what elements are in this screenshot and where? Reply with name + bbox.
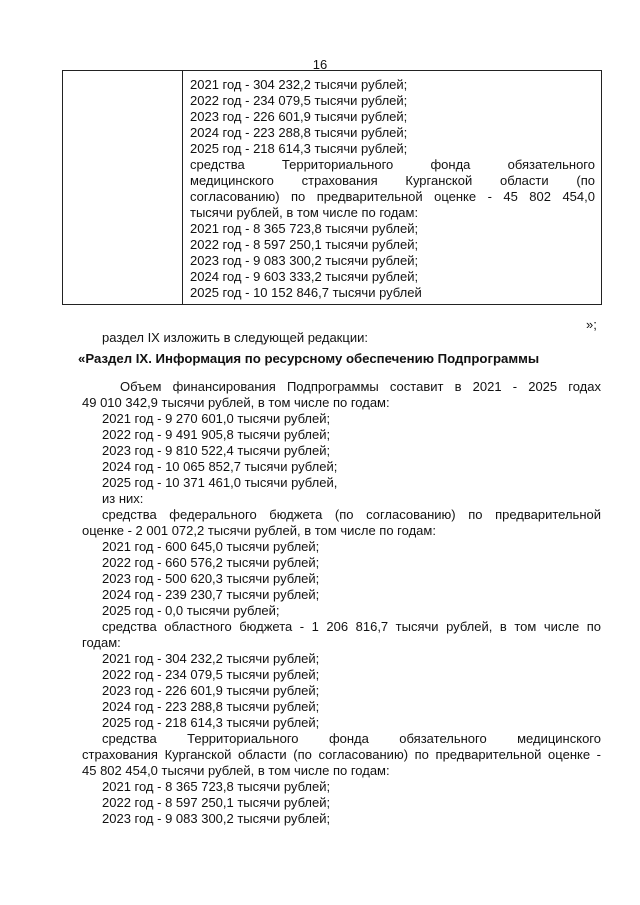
year-line: 2025 год - 10 371 461,0 тысячи рублей, <box>102 475 338 490</box>
year-line: 2023 год - 500 620,3 тысячи рублей; <box>102 571 320 586</box>
section-heading: «Раздел IX. Информация по ресурсному обеспечению Подпрограммы <box>78 351 540 366</box>
table-line: тысячи рублей, в том числе по годам: <box>190 205 419 220</box>
table-line: 2022 год - 234 079,5 тысячи рублей; <box>190 93 408 108</box>
year-line: 2024 год - 10 065 852,7 тысячи рублей; <box>102 459 338 474</box>
year-line: 2025 год - 0,0 тысячи рублей; <box>102 603 280 618</box>
paragraph-line: 45 802 454,0 тысячи рублей, в том числе по годам: <box>82 763 390 778</box>
year-line: 2022 год - 8 597 250,1 тысячи рублей; <box>102 795 331 810</box>
table-line: 2021 год - 8 365 723,8 тысячи рублей; <box>190 221 419 236</box>
table-line: 2024 год - 9 603 333,2 тысячи рублей; <box>190 269 419 284</box>
table-line: 2025 год - 218 614,3 тысячи рублей; <box>190 141 408 156</box>
table-line: 2022 год - 8 597 250,1 тысячи рублей; <box>190 237 419 252</box>
paragraph-line: Объем финансирования Подпрограммы составит в 2021 - 2025 годах <box>120 379 601 394</box>
paragraph-line: средства федерального бюджета (по согласованию) по предварительной <box>102 507 601 522</box>
year-line: 2022 год - 234 079,5 тысячи рублей; <box>102 667 320 682</box>
table-line: медицинского страхования Курганской области (по <box>190 173 595 188</box>
closing-quote: »; <box>586 317 597 332</box>
paragraph-line: средства областного бюджета - 1 206 816,7 тысячи рублей, в том числе по <box>102 619 601 634</box>
year-line: 2021 год - 9 270 601,0 тысячи рублей; <box>102 411 331 426</box>
year-line: 2022 год - 9 491 905,8 тысячи рублей; <box>102 427 331 442</box>
year-line: 2023 год - 226 601,9 тысячи рублей; <box>102 683 320 698</box>
table-left-cell <box>63 71 183 305</box>
paragraph-line: оценке - 2 001 072,2 тысячи рублей, в том числе по годам: <box>82 523 436 538</box>
paragraph-line: 49 010 342,9 тысячи рублей, в том числе по годам: <box>82 395 390 410</box>
table-line: 2025 год - 10 152 846,7 тысячи рублей <box>190 285 422 300</box>
table-line: 2021 год - 304 232,2 тысячи рублей; <box>190 77 408 92</box>
paragraph-line: годам: <box>82 635 121 650</box>
table-line: согласованию) по предварительной оценке - 45 802 454,0 <box>190 189 595 204</box>
continuation-table <box>62 70 602 305</box>
table-line: 2023 год - 9 083 300,2 тысячи рублей; <box>190 253 419 268</box>
year-line: 2021 год - 304 232,2 тысячи рублей; <box>102 651 320 666</box>
year-line: 2025 год - 218 614,3 тысячи рублей; <box>102 715 320 730</box>
year-line: 2024 год - 223 288,8 тысячи рублей; <box>102 699 320 714</box>
year-line: 2024 год - 239 230,7 тысячи рублей; <box>102 587 320 602</box>
year-line: 2023 год - 9 083 300,2 тысячи рублей; <box>102 811 331 826</box>
year-line: 2023 год - 9 810 522,4 тысячи рублей; <box>102 443 331 458</box>
table-line: 2023 год - 226 601,9 тысячи рублей; <box>190 109 408 124</box>
table-line: средства Территориального фонда обязательного <box>190 157 595 172</box>
table-line: 2024 год - 223 288,8 тысячи рублей; <box>190 125 408 140</box>
page-number: 16 <box>312 57 328 72</box>
instruction-text: раздел IX изложить в следующей редакции: <box>102 330 368 345</box>
year-line: 2021 год - 600 645,0 тысячи рублей; <box>102 539 320 554</box>
paragraph-line: страхования Курганской области (по согласованию) по предварительной оценке - <box>82 747 601 762</box>
paragraph-line: из них: <box>102 491 144 506</box>
year-line: 2021 год - 8 365 723,8 тысячи рублей; <box>102 779 331 794</box>
paragraph-line: средства Территориального фонда обязательного медицинского <box>102 731 601 746</box>
table-right-cell <box>183 71 602 305</box>
document-body <box>78 330 601 827</box>
year-line: 2022 год - 660 576,2 тысячи рублей; <box>102 555 320 570</box>
